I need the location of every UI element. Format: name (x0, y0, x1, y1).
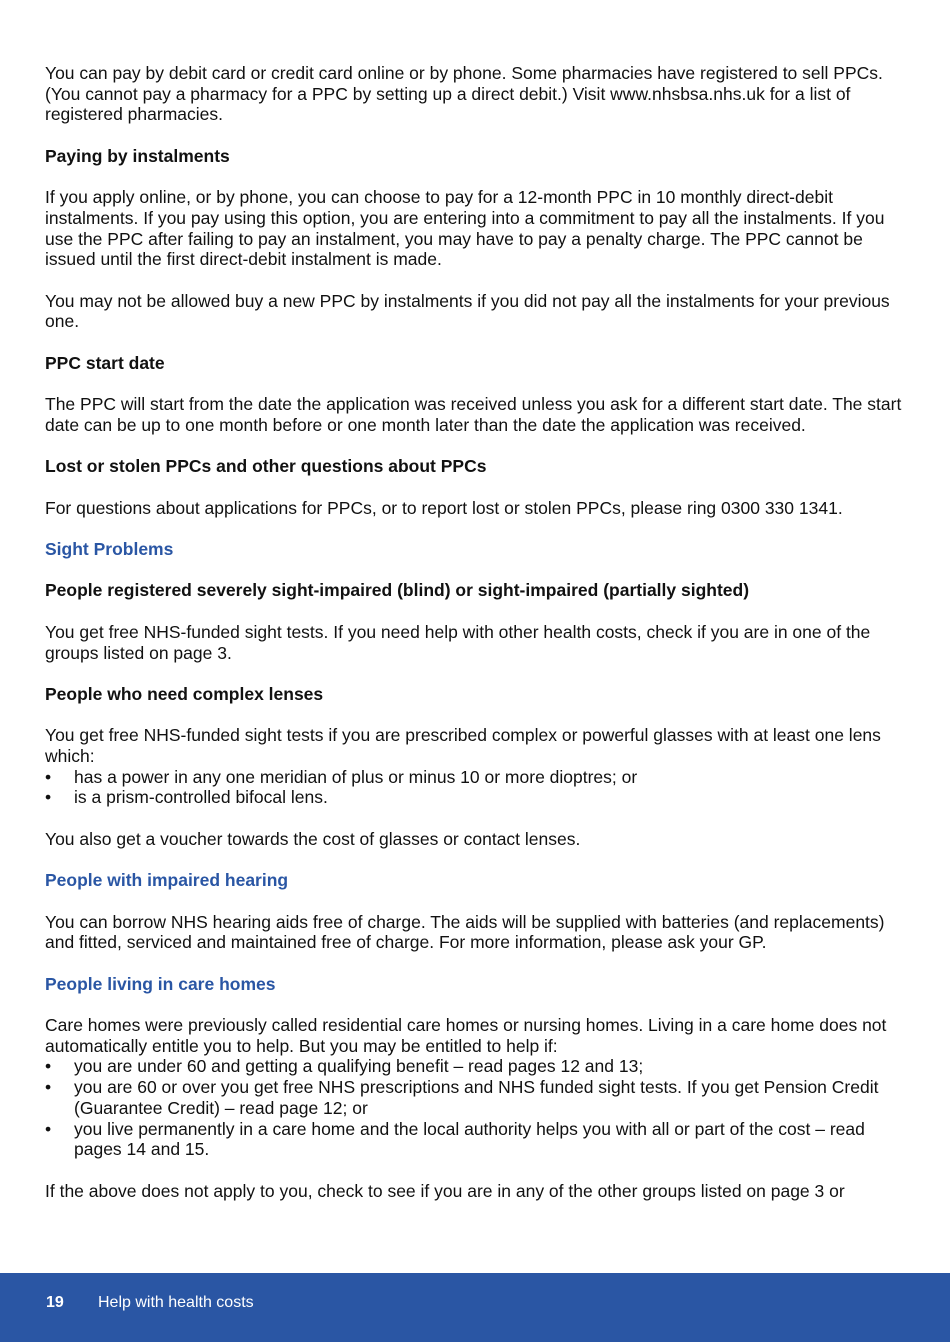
document-body (45, 63, 911, 1222)
paragraph: Care homes were previously called residential care homes or nursing homes. Living in a care home does not automatically entitle you to help. But you may be entitled to help if: (45, 1015, 887, 1056)
paragraph: You can pay by debit card or credit card online or by phone. Some pharmacies have registered to sell PPCs. (You cannot pay a pharmacy for a PPC by setting up a direct debit.) Visit www.nhsbsa.nhs.uk for a list of registered pharmacies. (45, 63, 883, 125)
paragraph: You can borrow NHS hearing aids free of charge. The aids will be supplied with batteries (and replacements) and fitted, serviced and maintained free of charge. For more information, please ask your GP. (45, 911, 885, 953)
bullet-icon: • (45, 766, 52, 787)
section-heading: Lost or stolen PPCs and other questions about PPCs (45, 456, 487, 477)
bullet-icon: • (45, 1118, 52, 1139)
paragraph: You may not be allowed buy a new PPC by instalments if you did not pay all the instalments for your previous one. (45, 290, 890, 332)
page-number: 19 (46, 1294, 64, 1311)
bullet-icon: • (45, 787, 52, 808)
bullet-icon: • (45, 1077, 52, 1098)
list-item (45, 1056, 911, 1077)
footer-title: Help with health costs (98, 1294, 254, 1311)
paragraph: You get free NHS-funded sight tests if you are prescribed complex or powerful glasses with at least one lens which: (45, 725, 881, 767)
section-heading: People who need complex lenses (45, 683, 324, 704)
list-item-text: you are 60 or over you get free NHS prescriptions and NHS funded sight tests. If you get Pension Credit (Guarantee Credit) – read page 12; or (74, 1077, 879, 1118)
paragraph: The PPC will start from the date the application was received unless you ask for a different start date. The start date can be up to one month before or one month later than the date the application was received. (45, 394, 902, 435)
paragraph: If you apply online, or by phone, you can choose to pay for a 12-month PPC in 10 monthly direct-debit instalments. If you pay using this option, you are entering into a commitment to pay all the instalments. If you use the PPC after failing to pay an instalment, you may have to pay a penalty charge. The PPC cannot be issued until the first direct-debit instalment is made. (45, 187, 885, 270)
section-heading: PPC start date (45, 352, 165, 373)
list-item-text: has a power in any one meridian of plus or minus 10 or more dioptres; or (74, 766, 638, 787)
list-item (45, 1119, 911, 1160)
paragraph: For questions about applications for PPCs, or to report lost or stolen PPCs, please ring 0300 330 1341. (45, 497, 843, 518)
section-heading: Paying by instalments (45, 145, 230, 166)
bullet-icon: • (45, 1056, 52, 1077)
section-title-blue: People living in care homes (45, 973, 276, 994)
bullet-list (45, 767, 911, 808)
paragraph: You also get a voucher towards the cost of glasses or contact lenses. (45, 828, 581, 849)
page-footer (0, 1273, 950, 1342)
list-item-text: you are under 60 and getting a qualifying benefit – read pages 12 and 13; (74, 1056, 644, 1077)
list-item-text: is a prism-controlled bifocal lens. (74, 787, 328, 808)
list-item-text: you live permanently in a care home and the local authority helps you with all or part of the cost – read pages 14 and 15. (74, 1118, 865, 1160)
list-item (45, 1077, 911, 1118)
paragraph: You get free NHS-funded sight tests. If you need help with other health costs, check if you are in one of the groups listed on page 3. (45, 621, 871, 663)
paragraph: If the above does not apply to you, check to see if you are in any of the other groups listed on page 3 or (45, 1180, 845, 1201)
section-heading: People registered severely sight-impaired (blind) or sight-impaired (partially sighted) (45, 580, 750, 601)
list-item (45, 787, 911, 808)
list-item (45, 767, 911, 788)
bullet-list (45, 1056, 911, 1160)
section-title-blue: Sight Problems (45, 539, 174, 560)
section-title-blue: People with impaired hearing (45, 870, 289, 891)
